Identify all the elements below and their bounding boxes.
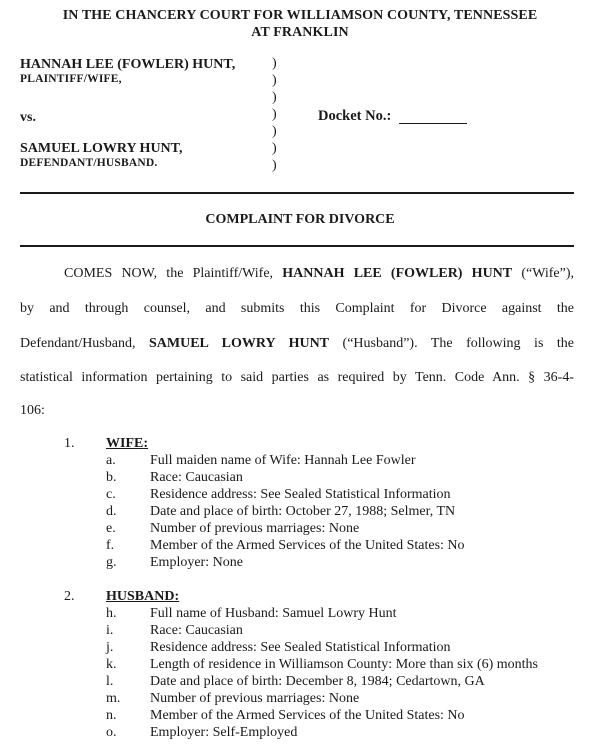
list-item: n. Member of the Armed Services of the United States: No	[106, 708, 465, 723]
list-item: l. Date and place of birth: December 8, 1984; Cedartown, GA	[106, 674, 485, 689]
docket-label: Docket No.:	[318, 108, 392, 124]
list-item: m. Number of previous marriages: None	[106, 691, 360, 706]
intro-line: statistical information pertaining to said parties as required by Tenn. Code Ann. § 36-4-	[20, 370, 574, 385]
intro-line: COMES NOW, the Plaintiff/Wife, HANNAH LEE (FOWLER) HUNT (“Wife”),	[64, 266, 575, 281]
document-title: COMPLAINT FOR DIVORCE	[205, 212, 395, 227]
plaintiff-block	[20, 57, 235, 85]
list-item: k. Length of residence in Williamson County: More than six (6) months	[106, 657, 539, 672]
list-item: e. Number of previous marriages: None	[106, 521, 360, 536]
plaintiff-name-bold: HANNAH LEE (FOWLER) HUNT	[282, 266, 513, 281]
plaintiff-role: PLAINTIFF/WIFE,	[20, 73, 122, 85]
caption-parenthesis: )	[272, 90, 277, 105]
plaintiff-name: HANNAH LEE (FOWLER) HUNT,	[20, 57, 236, 72]
list-item: a. Full maiden name of Wife: Hannah Lee Fowler	[106, 453, 416, 468]
caption-parenthesis: )	[272, 141, 277, 156]
defendant-role: DEFENDANT/HUSBAND.	[20, 157, 158, 169]
caption-parenthesis: )	[272, 107, 277, 122]
list-item: d. Date and place of birth: October 27, 1988; Selmer, TN	[106, 504, 456, 519]
list-item: h. Full name of Husband: Samuel Lowry Hunt	[106, 606, 397, 621]
defendant-block	[20, 141, 182, 169]
caption-parenthesis: )	[272, 158, 277, 173]
list-item: g. Employer: None	[106, 555, 243, 570]
list-item: c. Residence address: See Sealed Statistical Information	[106, 487, 451, 502]
court-location: AT FRANKLIN	[251, 25, 349, 40]
versus-label: vs.	[20, 110, 36, 125]
list-item: f. Member of the Armed Services of the United States: No	[106, 538, 465, 553]
section-number: 2.	[64, 589, 75, 604]
section-number: 1.	[64, 436, 75, 451]
intro-line: Defendant/Husband, SAMUEL LOWRY HUNT (“Husband”). The following is the	[20, 336, 575, 351]
title-top-rule	[20, 192, 574, 194]
defendant-name: SAMUEL LOWRY HUNT,	[20, 141, 183, 156]
list-item: j. Residence address: See Sealed Statistical Information	[106, 640, 451, 655]
section-heading-husband: HUSBAND:	[106, 589, 180, 604]
intro-line: 106:	[20, 403, 45, 418]
list-item: o. Employer: Self-Employed	[106, 725, 298, 740]
court-name: IN THE CHANCERY COURT FOR WILLIAMSON COUNTY, TENNESSEE	[62, 8, 538, 23]
docket-number-blank	[399, 123, 467, 124]
defendant-name-bold: SAMUEL LOWRY HUNT	[148, 336, 330, 351]
title-bottom-rule	[20, 245, 574, 247]
list-item: b. Race: Caucasian	[106, 470, 243, 485]
section-heading-wife: WIFE:	[106, 436, 149, 451]
caption-parenthesis: )	[272, 73, 277, 88]
caption-parenthesis: )	[272, 56, 277, 71]
caption-parenthesis: )	[272, 124, 277, 139]
intro-line: by and through counsel, and submits this Complaint for Divorce against the	[20, 301, 574, 316]
list-item: i. Race: Caucasian	[106, 623, 243, 638]
